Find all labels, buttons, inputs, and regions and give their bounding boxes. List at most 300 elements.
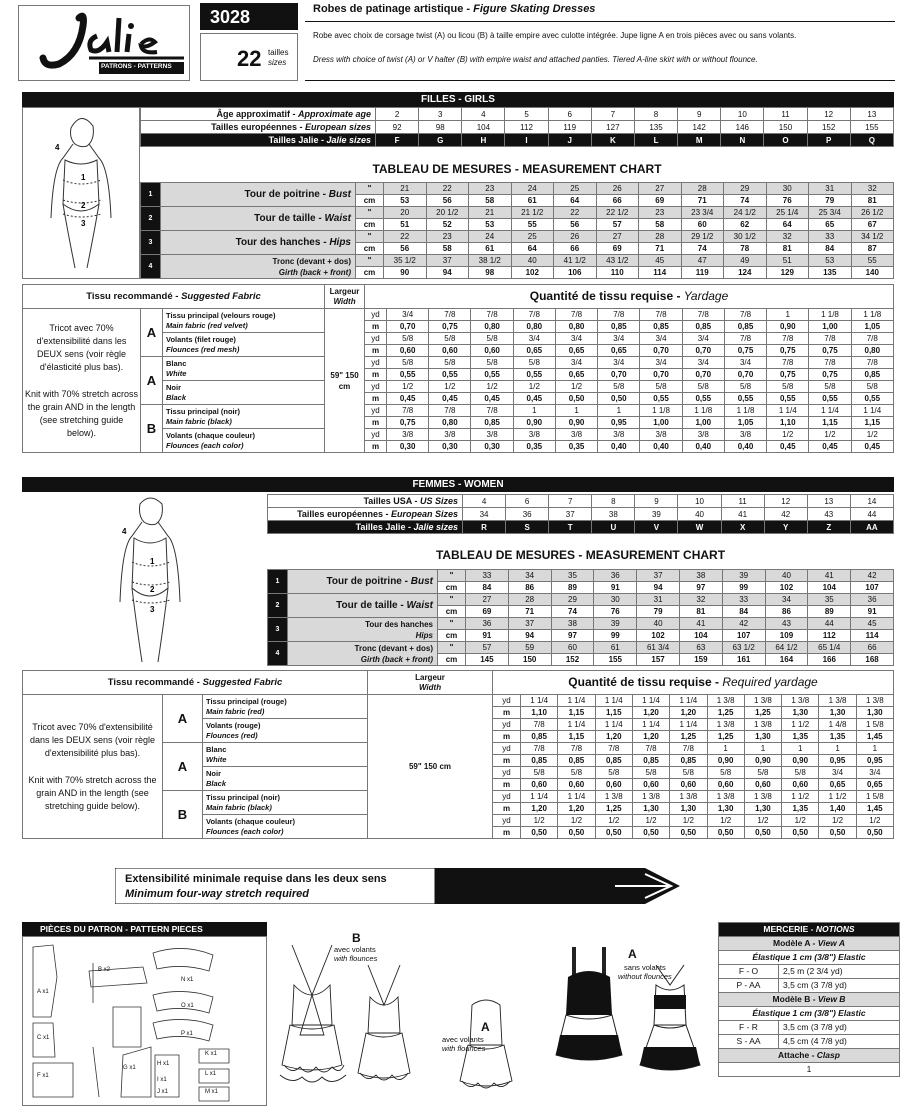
- table-cell: 1/2: [471, 381, 513, 393]
- table-row: [719, 965, 900, 979]
- table-cell: 3/4: [682, 333, 724, 345]
- fabric-name: [163, 381, 325, 405]
- table-cell: m: [493, 803, 521, 815]
- table-cell: 1 1/4: [632, 695, 669, 707]
- table-cell: 5/8: [513, 357, 555, 369]
- fabric-fr: Blanc: [166, 358, 187, 368]
- table-cell: 109: [765, 630, 808, 642]
- table-cell: 41: [679, 618, 722, 630]
- table-cell: 37: [549, 508, 592, 521]
- table-cell: 0,80: [429, 417, 471, 429]
- table-row: [141, 255, 894, 267]
- fabric-name: [163, 357, 325, 381]
- table-cell: 5/8: [387, 357, 429, 369]
- table-cell: 0,55: [513, 369, 555, 381]
- piece-label: O x1: [181, 1003, 194, 1009]
- table-cell: 124: [724, 267, 767, 279]
- table-cell: H: [462, 134, 505, 147]
- table-cell: 0,75: [767, 345, 809, 357]
- table-cell: R: [463, 521, 506, 534]
- table-cell: 155: [850, 121, 893, 134]
- table-row: [719, 1007, 900, 1021]
- table-cell: cm: [438, 606, 466, 618]
- table-cell: 25: [554, 183, 597, 195]
- table-cell: 0,80: [471, 321, 513, 333]
- table-cell: 3/8: [598, 429, 640, 441]
- logo-subtitle: PATRONS - PATTERNS: [101, 63, 172, 70]
- label-en: European Sizes: [390, 508, 458, 519]
- width-header: Largeur Width: [368, 671, 493, 695]
- table-cell: 21 1/2: [511, 207, 554, 219]
- piece-label: I x1: [157, 1077, 167, 1083]
- label-en: Approximate age: [297, 108, 371, 119]
- view-a2-label: A: [628, 947, 637, 961]
- table-cell: 69: [596, 243, 639, 255]
- table-cell: 166: [808, 654, 851, 666]
- svg-text:4: 4: [55, 143, 60, 152]
- table-cell: U: [592, 521, 635, 534]
- table-cell: 59: [508, 642, 551, 654]
- table-cell: 25 1/4: [766, 207, 809, 219]
- table-cell: 98: [469, 267, 512, 279]
- table-cell: 76: [594, 606, 637, 618]
- girls-size-table: [140, 107, 894, 147]
- table-cell: 0,90: [513, 417, 555, 429]
- row-label: Tailles USA - US Sizes: [268, 495, 463, 508]
- stretch-text-en: Minimum four-way stretch required: [125, 888, 309, 900]
- table-cell: 1,05: [724, 417, 766, 429]
- table-cell: 43: [807, 508, 850, 521]
- fabric-en: Flounces (each color): [166, 440, 244, 450]
- table-cell: 0,85: [640, 321, 682, 333]
- table-cell: 0,95: [856, 755, 893, 767]
- table-row: [141, 121, 894, 134]
- table-cell: m: [493, 731, 521, 743]
- table-row: [141, 231, 894, 243]
- table-cell: 3/8: [513, 429, 555, 441]
- table-cell: 6: [506, 495, 549, 508]
- table-cell: 1,15: [851, 417, 893, 429]
- table-cell: 7/8: [429, 309, 471, 321]
- table-row: [268, 521, 894, 534]
- table-cell: 1 3/8: [744, 791, 781, 803]
- table-cell: 0,65: [598, 345, 640, 357]
- table-cell: G: [419, 134, 462, 147]
- table-cell: 1,20: [521, 803, 558, 815]
- description-en: Dress with choice of twist (A) or V halter (B) with empire waist and attached panties. Tiered A-line skirt with or without flounce.: [313, 55, 758, 64]
- table-cell: 1,35: [782, 731, 819, 743]
- table-cell: 1 1/4: [521, 695, 558, 707]
- table-cell: 0,55: [724, 393, 766, 405]
- table-cell: 5/8: [429, 333, 471, 345]
- table-cell: 1/2: [819, 815, 856, 827]
- table-cell: m: [493, 779, 521, 791]
- table-cell: 1 1/8: [640, 405, 682, 417]
- table-row: [141, 207, 894, 219]
- table-cell: 45: [639, 255, 682, 267]
- table-cell: 34: [508, 570, 551, 582]
- fabric-note: [23, 695, 163, 839]
- table-cell: yd: [365, 405, 387, 417]
- table-cell: 87: [851, 243, 894, 255]
- table-cell: 7/8: [429, 405, 471, 417]
- table-cell: 0,60: [670, 779, 707, 791]
- fabric-name: [203, 743, 368, 767]
- table-cell: 65: [809, 219, 852, 231]
- table-cell: 1 5/8: [856, 719, 893, 731]
- table-cell: 7: [591, 108, 634, 121]
- table-cell: 44: [808, 618, 851, 630]
- table-cell: 23: [639, 207, 682, 219]
- notion-header: Modèle A - View A: [719, 937, 900, 951]
- svg-text:1: 1: [81, 173, 86, 182]
- table-cell: 0,65: [513, 345, 555, 357]
- table-cell: 0,55: [429, 369, 471, 381]
- table-cell: 7/8: [640, 309, 682, 321]
- table-cell: 0,60: [387, 345, 429, 357]
- table-cell: 1,10: [767, 417, 809, 429]
- table-cell: 56: [426, 195, 469, 207]
- table-cell: 0,60: [707, 779, 744, 791]
- table-row: [719, 937, 900, 951]
- table-cell: 58: [469, 195, 512, 207]
- table-cell: 4: [462, 108, 505, 121]
- table-cell: 23 3/4: [681, 207, 724, 219]
- table-cell: 1: [767, 309, 809, 321]
- table-cell: 0,50: [707, 827, 744, 839]
- table-cell: 1 1/4: [809, 405, 851, 417]
- table-cell: 1,15: [595, 707, 632, 719]
- table-cell: 1,25: [707, 707, 744, 719]
- view-b-sub-fr: avec volants: [334, 945, 376, 954]
- table-cell: 52: [426, 219, 469, 231]
- table-cell: 22: [554, 207, 597, 219]
- piece-label: M x1: [205, 1089, 219, 1095]
- table-cell: 0,60: [558, 779, 595, 791]
- table-cell: 1 1/8: [682, 405, 724, 417]
- table-cell: 1 1/4: [632, 719, 669, 731]
- table-cell: 0,95: [598, 417, 640, 429]
- table-cell: m: [365, 417, 387, 429]
- fabric-fr: Tissu principal (noir): [206, 792, 281, 802]
- table-cell: 41: [808, 570, 851, 582]
- table-cell: yd: [365, 429, 387, 441]
- table-cell: 5: [505, 108, 548, 121]
- table-cell: 53: [384, 195, 427, 207]
- row-label: Tailles Jalie - Jalie sizes: [141, 134, 376, 147]
- table-cell: 1,20: [595, 731, 632, 743]
- table-cell: 3/4: [555, 333, 597, 345]
- women-measurement-table: [267, 569, 894, 666]
- table-cell: 27: [466, 594, 509, 606]
- header-en: Suggested Fabric: [181, 291, 261, 302]
- table-cell: 2: [376, 108, 419, 121]
- table-cell: 0,60: [744, 779, 781, 791]
- elastic-b: Élastique 1 cm (3/8") Elastic: [719, 1007, 900, 1021]
- table-cell: 39: [722, 570, 765, 582]
- table-cell: yd: [493, 815, 521, 827]
- table-cell: 10: [678, 495, 721, 508]
- table-cell: 35 1/2: [384, 255, 427, 267]
- table-cell: 1 3/8: [744, 719, 781, 731]
- notion-value: 4,5 cm (4 7/8 yd): [779, 1035, 900, 1049]
- table-row: [268, 642, 894, 654]
- label-en: European sizes: [304, 121, 371, 132]
- table-row: [268, 495, 894, 508]
- view-a1-sub-fr: avec volants: [442, 1035, 484, 1044]
- table-cell: 112: [808, 630, 851, 642]
- table-cell: 36: [466, 618, 509, 630]
- table-cell: 81: [679, 606, 722, 618]
- table-cell: ": [438, 618, 466, 630]
- table-cell: 7/8: [521, 743, 558, 755]
- table-cell: 64: [766, 219, 809, 231]
- table-cell: 91: [851, 606, 894, 618]
- table-cell: 0,45: [851, 441, 893, 453]
- table-cell: 1/2: [707, 815, 744, 827]
- table-cell: 1,20: [632, 707, 669, 719]
- table-cell: 3/4: [682, 357, 724, 369]
- table-cell: 94: [508, 630, 551, 642]
- sizes-word-en: sizes: [268, 58, 287, 67]
- notion-en: View B: [817, 994, 846, 1004]
- sizes-count: 22: [237, 46, 262, 71]
- table-cell: 53: [469, 219, 512, 231]
- table-cell: 0,70: [640, 369, 682, 381]
- table-cell: 1,25: [707, 731, 744, 743]
- table-cell: 1/2: [513, 381, 555, 393]
- view-a1-sub: [442, 1035, 485, 1053]
- table-cell: 3/8: [555, 429, 597, 441]
- table-cell: 4: [463, 495, 506, 508]
- table-cell: 51: [384, 219, 427, 231]
- fabric-name: [203, 815, 368, 839]
- table-cell: 1 1/4: [595, 695, 632, 707]
- table-cell: 91: [594, 582, 637, 594]
- yardage-header: Quantité de tissu requise - Yardage: [365, 285, 894, 309]
- notion-en: NOTIONS: [815, 924, 855, 934]
- table-cell: 0,45: [767, 441, 809, 453]
- table-cell: 7/8: [471, 405, 513, 417]
- table-cell: 64: [511, 243, 554, 255]
- row-label: Tailles européennes - European Sizes: [268, 508, 463, 521]
- note-fr: Tricot avec 70% d'extensibilité dans les DEUX sens (voir règle d'extensibilité plus bas).: [29, 721, 156, 758]
- table-cell: 37: [637, 570, 680, 582]
- table-cell: 60: [551, 642, 594, 654]
- table-cell: 5/8: [429, 357, 471, 369]
- table-cell: I: [505, 134, 548, 147]
- table-cell: 74: [551, 606, 594, 618]
- table-cell: 20 1/2: [426, 207, 469, 219]
- table-row: [141, 183, 894, 195]
- table-cell: ": [356, 255, 384, 267]
- table-cell: 164: [765, 654, 808, 666]
- view-letter: B: [163, 791, 203, 839]
- table-cell: 61: [594, 642, 637, 654]
- table-cell: m: [493, 827, 521, 839]
- table-cell: 3/4: [724, 357, 766, 369]
- table-cell: 5/8: [387, 333, 429, 345]
- table-cell: 3/4: [640, 333, 682, 345]
- description-fr: Robe avec choix de corsage twist (A) ou licou (B) à taille empire avec culotte intégrée. Jupe ligne A en trois pièces avec ou sans volants.: [313, 31, 797, 40]
- table-cell: L: [634, 134, 677, 147]
- girls-measurement-table: [140, 182, 894, 279]
- table-cell: 7/8: [670, 743, 707, 755]
- table-cell: F: [376, 134, 419, 147]
- table-cell: 58: [426, 243, 469, 255]
- table-cell: ": [438, 570, 466, 582]
- table-cell: 24 1/2: [724, 207, 767, 219]
- table-cell: 40: [637, 618, 680, 630]
- table-cell: 5/8: [471, 333, 513, 345]
- sizes-word-fr: tailles: [268, 48, 289, 57]
- view-b-sub: [334, 945, 377, 963]
- table-cell: 0,50: [558, 827, 595, 839]
- notion-en: View A: [817, 938, 845, 948]
- table-cell: 0,45: [429, 393, 471, 405]
- table-cell: 1,30: [670, 803, 707, 815]
- table-cell: 12: [807, 108, 850, 121]
- notion-size: F - O: [719, 965, 779, 979]
- table-cell: 25 3/4: [809, 207, 852, 219]
- fabric-width: 59" 150 cm: [325, 309, 365, 453]
- table-cell: 97: [551, 630, 594, 642]
- row-label: [288, 642, 438, 666]
- table-row: [268, 618, 894, 630]
- table-cell: 1,30: [856, 707, 893, 719]
- view-a2-sub: [618, 963, 672, 981]
- table-cell: 0,70: [724, 369, 766, 381]
- fabric-name: [163, 429, 325, 453]
- table-row: [23, 405, 894, 417]
- table-cell: 1,15: [809, 417, 851, 429]
- table-cell: ": [356, 231, 384, 243]
- table-cell: 67: [851, 219, 894, 231]
- table-cell: 0,50: [744, 827, 781, 839]
- table-cell: 1 3/8: [782, 695, 819, 707]
- table-cell: 1,00: [809, 321, 851, 333]
- table-cell: 0,80: [555, 321, 597, 333]
- table-cell: 119: [548, 121, 591, 134]
- table-cell: 22: [426, 183, 469, 195]
- table-cell: 1,35: [782, 803, 819, 815]
- label-fr: Tronc (devant + dos): [354, 643, 433, 653]
- table-cell: 10: [721, 108, 764, 121]
- table-cell: 1 1/8: [851, 309, 893, 321]
- fabric-name: [163, 309, 325, 333]
- table-cell: m: [365, 345, 387, 357]
- table-cell: 23: [469, 183, 512, 195]
- table-cell: 0,55: [471, 369, 513, 381]
- table-cell: 99: [594, 630, 637, 642]
- table-cell: 3/8: [682, 429, 724, 441]
- table-cell: 79: [809, 195, 852, 207]
- table-cell: 0,80: [513, 321, 555, 333]
- label-en: Hips: [415, 630, 433, 640]
- table-row: [23, 309, 894, 321]
- table-cell: 0,50: [598, 393, 640, 405]
- fabric-width: 59" 150 cm: [368, 695, 493, 839]
- table-row: [268, 508, 894, 521]
- table-cell: 0,85: [595, 755, 632, 767]
- fabric-name: [163, 405, 325, 429]
- table-cell: 7/8: [767, 333, 809, 345]
- table-cell: 0,45: [809, 441, 851, 453]
- fabric-en: Main fabric (black): [206, 802, 272, 812]
- table-cell: 97: [679, 582, 722, 594]
- fabric-fr: Blanc: [206, 744, 227, 754]
- table-cell: 56: [554, 219, 597, 231]
- table-cell: 11: [764, 108, 807, 121]
- table-cell: 38: [679, 570, 722, 582]
- table-cell: 0,60: [521, 779, 558, 791]
- table-cell: 0,50: [555, 393, 597, 405]
- table-cell: 1/2: [670, 815, 707, 827]
- table-cell: 150: [508, 654, 551, 666]
- table-cell: 5/8: [595, 767, 632, 779]
- svg-text:1: 1: [150, 557, 155, 566]
- table-cell: 1 1/4: [767, 405, 809, 417]
- table-cell: 7/8: [513, 309, 555, 321]
- table-cell: 1/2: [595, 815, 632, 827]
- table-cell: 84: [809, 243, 852, 255]
- table-cell: 1 1/4: [521, 791, 558, 803]
- table-header-row: [23, 671, 894, 695]
- table-cell: m: [493, 707, 521, 719]
- table-cell: J: [548, 134, 591, 147]
- table-cell: 0,30: [429, 441, 471, 453]
- table-cell: 36: [594, 570, 637, 582]
- table-row: [23, 357, 894, 369]
- table-cell: 1 1/4: [595, 719, 632, 731]
- table-cell: 1 1/2: [819, 791, 856, 803]
- table-cell: 0,35: [555, 441, 597, 453]
- women-fabric-table: [22, 670, 894, 839]
- table-cell: 11: [721, 495, 764, 508]
- table-cell: 43: [765, 618, 808, 630]
- table-cell: V: [635, 521, 678, 534]
- table-cell: T: [549, 521, 592, 534]
- table-cell: 7/8: [387, 405, 429, 417]
- table-cell: 7/8: [555, 309, 597, 321]
- table-cell: yd: [365, 333, 387, 345]
- table-cell: 3: [419, 108, 462, 121]
- table-cell: cm: [356, 195, 384, 207]
- table-cell: 7/8: [724, 309, 766, 321]
- table-cell: 1 3/8: [707, 719, 744, 731]
- elastic-a: Élastique 1 cm (3/8") Elastic: [719, 951, 900, 965]
- view-letter: A: [141, 309, 163, 357]
- table-cell: 0,75: [809, 345, 851, 357]
- table-cell: 0,55: [767, 393, 809, 405]
- table-cell: 36: [851, 594, 894, 606]
- note-en: Knit with 70% stretch across the grain AND in the length (see stretching guide below).: [24, 388, 139, 438]
- table-cell: 89: [808, 606, 851, 618]
- table-cell: 2: [141, 207, 161, 231]
- table-cell: 28: [639, 231, 682, 243]
- view-letter: B: [141, 405, 163, 453]
- piece-label: B x2: [98, 967, 111, 973]
- table-cell: 1 1/4: [670, 719, 707, 731]
- table-cell: 3: [141, 231, 161, 255]
- table-row: [719, 951, 900, 965]
- table-cell: 114: [639, 267, 682, 279]
- table-cell: 40: [678, 508, 721, 521]
- view-letter: A: [163, 743, 203, 791]
- table-cell: 38 1/2: [469, 255, 512, 267]
- stretch-text-fr: Extensibilité minimale requise dans les deux sens: [125, 873, 387, 885]
- table-cell: 1/2: [387, 381, 429, 393]
